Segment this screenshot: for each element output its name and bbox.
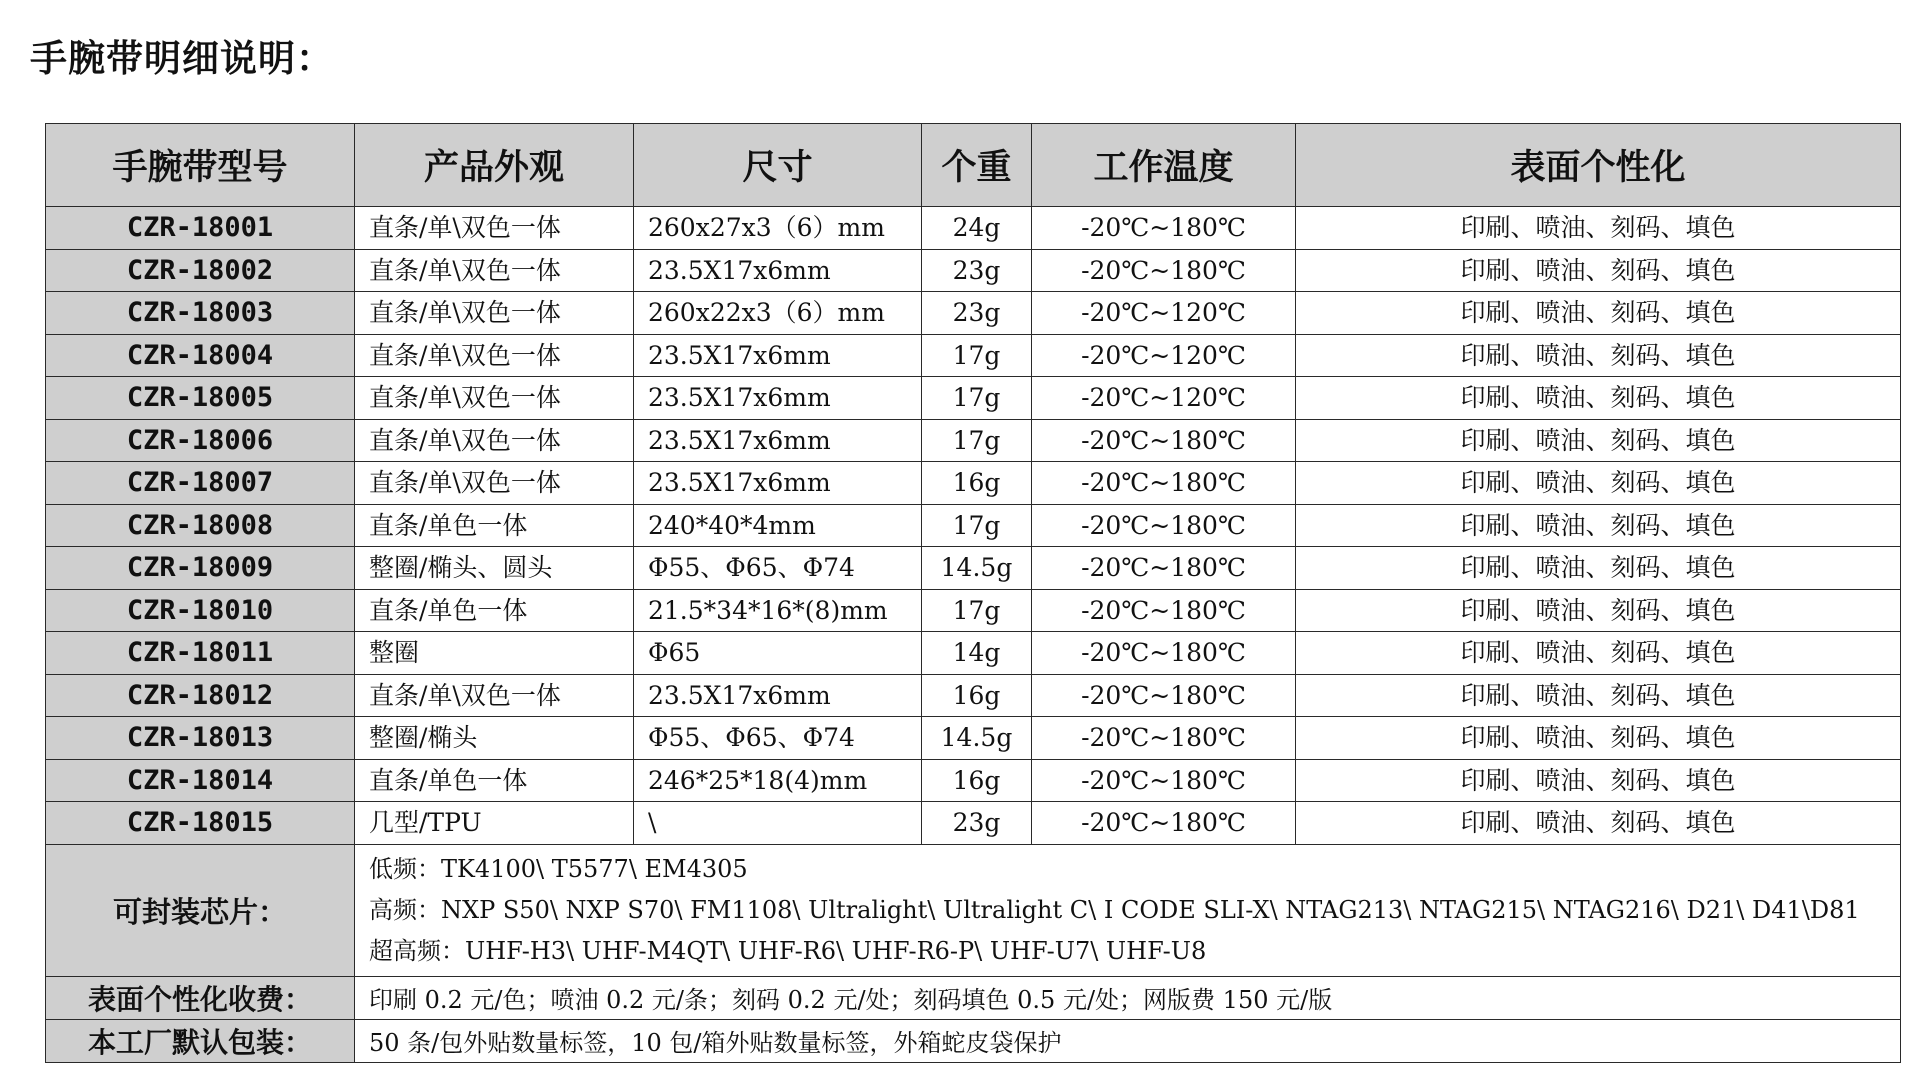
cell-model: CZR-18008 (46, 504, 355, 547)
cell-surface: 印刷、喷油、刻码、填色 (1296, 334, 1901, 377)
header-model: 手腕带型号 (46, 124, 355, 207)
cell-weight: 24g (922, 207, 1032, 250)
cell-surface: 印刷、喷油、刻码、填色 (1296, 207, 1901, 250)
cell-model: CZR-18015 (46, 802, 355, 845)
header-weight: 个重 (922, 124, 1032, 207)
cell-temperature: -20℃~120℃ (1032, 377, 1296, 420)
cell-surface: 印刷、喷油、刻码、填色 (1296, 419, 1901, 462)
cell-appearance: 整圈 (355, 632, 634, 675)
cell-surface: 印刷、喷油、刻码、填色 (1296, 377, 1901, 420)
table-row (46, 717, 1901, 760)
cell-appearance: 直条/单\双色一体 (355, 674, 634, 717)
cell-temperature: -20℃~180℃ (1032, 419, 1296, 462)
cell-surface: 印刷、喷油、刻码、填色 (1296, 292, 1901, 335)
cell-weight: 16g (922, 674, 1032, 717)
cell-model: CZR-18014 (46, 759, 355, 802)
cell-weight: 17g (922, 419, 1032, 462)
cell-temperature: -20℃~120℃ (1032, 334, 1296, 377)
chips-row (46, 844, 1901, 976)
table-row (46, 589, 1901, 632)
cell-size: \ (634, 802, 922, 845)
packaging-label: 本工厂默认包装： (46, 1019, 355, 1062)
cell-temperature: -20℃~180℃ (1032, 207, 1296, 250)
cell-surface: 印刷、喷油、刻码、填色 (1296, 674, 1901, 717)
cell-temperature: -20℃~180℃ (1032, 759, 1296, 802)
cell-weight: 23g (922, 802, 1032, 845)
cell-appearance: 直条/单\双色一体 (355, 207, 634, 250)
cell-model: CZR-18010 (46, 589, 355, 632)
cell-model: CZR-18011 (46, 632, 355, 675)
cell-size: Φ55、Φ65、Φ74 (634, 717, 922, 760)
cell-size: 23.5X17x6mm (634, 674, 922, 717)
table-row (46, 377, 1901, 420)
table-row (46, 207, 1901, 250)
header-size: 尺寸 (634, 124, 922, 207)
cell-weight: 16g (922, 759, 1032, 802)
cell-appearance: 直条/单\双色一体 (355, 334, 634, 377)
table-row (46, 462, 1901, 505)
table-row (46, 632, 1901, 675)
cell-size: 23.5X17x6mm (634, 419, 922, 462)
table-row (46, 419, 1901, 462)
cell-surface: 印刷、喷油、刻码、填色 (1296, 504, 1901, 547)
cell-appearance: 直条/单色一体 (355, 759, 634, 802)
cell-size: 260x22x3（6）mm (634, 292, 922, 335)
table-row (46, 674, 1901, 717)
cell-model: CZR-18003 (46, 292, 355, 335)
cell-appearance: 直条/单色一体 (355, 504, 634, 547)
cell-size: 23.5X17x6mm (634, 462, 922, 505)
cell-model: CZR-18005 (46, 377, 355, 420)
table-row (46, 802, 1901, 845)
table-row (46, 547, 1901, 590)
cell-appearance: 直条/单\双色一体 (355, 292, 634, 335)
cell-size: 240*40*4mm (634, 504, 922, 547)
table-header-row (46, 124, 1901, 207)
chips-list (355, 844, 1901, 976)
cell-model: CZR-18001 (46, 207, 355, 250)
cell-weight: 17g (922, 377, 1032, 420)
chips-label: 可封装芯片： (46, 844, 355, 976)
cell-size: Φ65 (634, 632, 922, 675)
cell-size: 21.5*34*16*(8)mm (634, 589, 922, 632)
cell-temperature: -20℃~120℃ (1032, 292, 1296, 335)
cell-surface: 印刷、喷油、刻码、填色 (1296, 759, 1901, 802)
cell-surface: 印刷、喷油、刻码、填色 (1296, 632, 1901, 675)
cell-appearance: 几型/TPU (355, 802, 634, 845)
fees-value: 印刷 0.2 元/色；喷油 0.2 元/条；刻码 0.2 元/处；刻码填色 0.5 元/处；网版费 150 元/版 (355, 976, 1901, 1019)
cell-surface: 印刷、喷油、刻码、填色 (1296, 589, 1901, 632)
cell-weight: 23g (922, 249, 1032, 292)
cell-size: 23.5X17x6mm (634, 377, 922, 420)
cell-size: 23.5X17x6mm (634, 334, 922, 377)
cell-surface: 印刷、喷油、刻码、填色 (1296, 249, 1901, 292)
cell-model: CZR-18007 (46, 462, 355, 505)
fees-row (46, 976, 1901, 1019)
cell-size: 23.5X17x6mm (634, 249, 922, 292)
cell-weight: 17g (922, 589, 1032, 632)
cell-weight: 17g (922, 334, 1032, 377)
cell-size: 246*25*18(4)mm (634, 759, 922, 802)
header-temperature: 工作温度 (1032, 124, 1296, 207)
cell-appearance: 整圈/椭头 (355, 717, 634, 760)
table-row (46, 249, 1901, 292)
cell-model: CZR-18006 (46, 419, 355, 462)
page-title: 手腕带明细说明： (30, 37, 334, 80)
header-appearance: 产品外观 (355, 124, 634, 207)
header-surface: 表面个性化 (1296, 124, 1901, 207)
fees-label: 表面个性化收费： (46, 976, 355, 1019)
cell-temperature: -20℃~180℃ (1032, 632, 1296, 675)
cell-weight: 14.5g (922, 547, 1032, 590)
cell-temperature: -20℃~180℃ (1032, 504, 1296, 547)
cell-surface: 印刷、喷油、刻码、填色 (1296, 802, 1901, 845)
cell-temperature: -20℃~180℃ (1032, 547, 1296, 590)
wristband-spec-table (45, 123, 1901, 1063)
cell-model: CZR-18013 (46, 717, 355, 760)
cell-temperature: -20℃~180℃ (1032, 249, 1296, 292)
cell-weight: 14.5g (922, 717, 1032, 760)
cell-appearance: 直条/单\双色一体 (355, 377, 634, 420)
cell-weight: 23g (922, 292, 1032, 335)
cell-weight: 16g (922, 462, 1032, 505)
cell-surface: 印刷、喷油、刻码、填色 (1296, 717, 1901, 760)
table-row (46, 292, 1901, 335)
table-row (46, 334, 1901, 377)
cell-appearance: 直条/单色一体 (355, 589, 634, 632)
cell-temperature: -20℃~180℃ (1032, 802, 1296, 845)
cell-appearance: 整圈/椭头、圆头 (355, 547, 634, 590)
cell-model: CZR-18012 (46, 674, 355, 717)
packaging-row (46, 1019, 1901, 1062)
cell-temperature: -20℃~180℃ (1032, 717, 1296, 760)
cell-appearance: 直条/单\双色一体 (355, 462, 634, 505)
cell-model: CZR-18004 (46, 334, 355, 377)
cell-weight: 17g (922, 504, 1032, 547)
cell-weight: 14g (922, 632, 1032, 675)
cell-temperature: -20℃~180℃ (1032, 674, 1296, 717)
cell-model: CZR-18002 (46, 249, 355, 292)
cell-size: 260x27x3（6）mm (634, 207, 922, 250)
chips-low-frequency: 低频：TK4100\ T5577\ EM4305 (369, 854, 748, 883)
table-row (46, 759, 1901, 802)
cell-temperature: -20℃~180℃ (1032, 589, 1296, 632)
cell-temperature: -20℃~180℃ (1032, 462, 1296, 505)
cell-appearance: 直条/单\双色一体 (355, 419, 634, 462)
packaging-value: 50 条/包外贴数量标签，10 包/箱外贴数量标签，外箱蛇皮袋保护 (355, 1019, 1901, 1062)
cell-size: Φ55、Φ65、Φ74 (634, 547, 922, 590)
table-row (46, 504, 1901, 547)
cell-model: CZR-18009 (46, 547, 355, 590)
cell-appearance: 直条/单\双色一体 (355, 249, 634, 292)
chips-uhf: 超高频：UHF-H3\ UHF-M4QT\ UHF-R6\ UHF-R6-P\ UHF-U7\ UHF-U8 (369, 936, 1207, 965)
cell-surface: 印刷、喷油、刻码、填色 (1296, 462, 1901, 505)
cell-surface: 印刷、喷油、刻码、填色 (1296, 547, 1901, 590)
chips-high-frequency: 高频：NXP S50\ NXP S70\ FM1108\ Ultralight\ Ultralight C\ I CODE SLI-X\ NTAG213\ NTAG215\ NTAG216\ D21\ D41\D81 (369, 895, 1860, 924)
